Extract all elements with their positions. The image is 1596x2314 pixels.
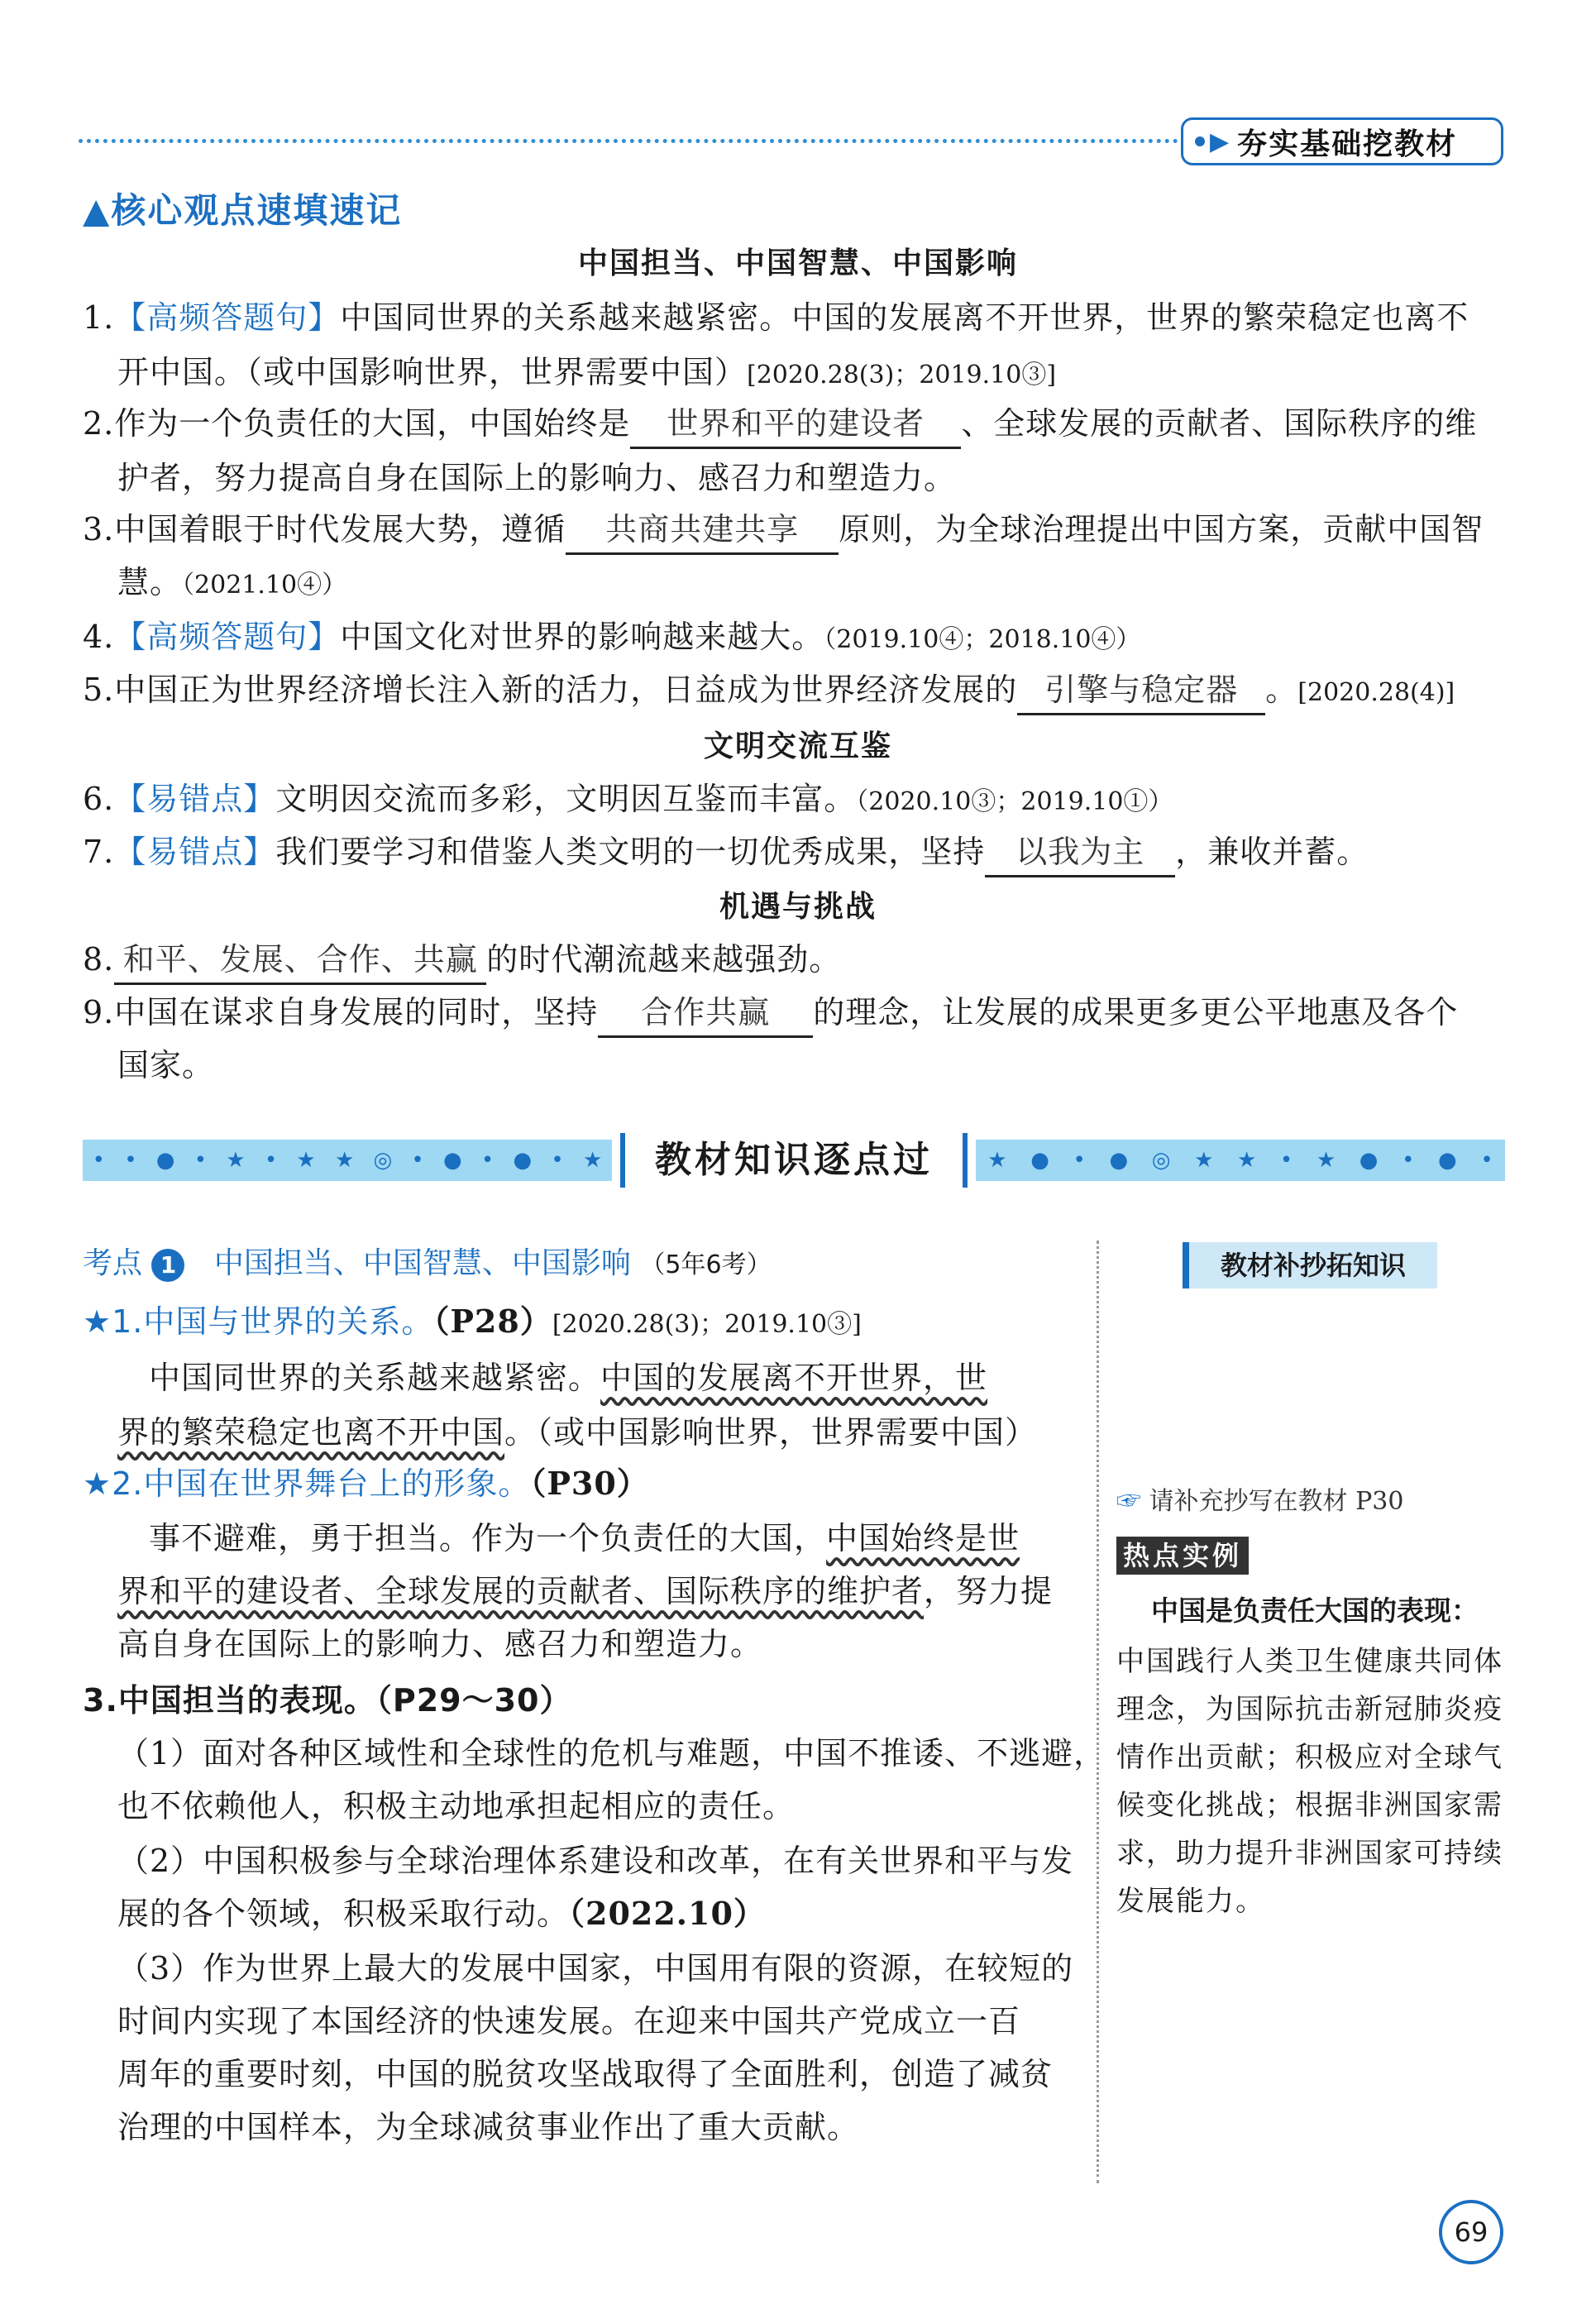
banner-title: 教材知识逐点过 xyxy=(620,1133,968,1188)
kp-point-title: ★2.中国在世界舞台上的形象。（P30） xyxy=(83,1465,649,1502)
kp-paragraph: 治理的中国样本，为全球减贫事业作出了重大贡献。 xyxy=(117,2109,860,2145)
column-divider xyxy=(1097,1241,1099,2183)
globe-icon: ◎ xyxy=(1151,1148,1171,1173)
tag-error-prone: 【易错点】 xyxy=(114,781,276,817)
list-item: 2.作为一个负责任的大国，中国始终是 世界和平的建设者 、全球发展的贡献者、国际秩序的维 xyxy=(83,397,1522,450)
globe-icon: ◎ xyxy=(373,1148,393,1173)
kp-paragraph: 高自身在国际上的影响力、感召力和塑造力。 xyxy=(117,1626,763,1662)
subheading: 机遇与挑战 xyxy=(719,890,877,924)
answer-blank: 引擎与稳定器 xyxy=(1017,667,1265,715)
kp-paragraph: 展的各个领域，积极采取行动。（2022.10） xyxy=(117,1895,766,1932)
hot-example-label: 热点实例 xyxy=(1116,1537,1249,1575)
list-item: 6.【易错点】文明因交流而多彩，文明因互鉴而丰富。（2020.10③；2019.10①） xyxy=(83,781,1173,817)
section-banner xyxy=(83,1133,1505,1188)
list-item-cont: 开中国。（或中国影响世界，世界需要中国）[2020.28(3)；2019.10③] xyxy=(117,354,1057,390)
tag-high-frequency: 【高频答题句】 xyxy=(114,299,341,336)
kp-point-title: ★1.中国与世界的关系。（P28）[2020.28(3)；2019.10③] xyxy=(83,1303,862,1340)
banner-band-left xyxy=(83,1140,612,1181)
kp-paragraph: 周年的重要时刻，中国的脱贫攻坚战取得了全面胜利，创造了减贫 xyxy=(117,2056,1054,2092)
header-tag xyxy=(1181,117,1503,165)
header-dotted-line xyxy=(79,139,1178,143)
page-number: 69 xyxy=(1439,2200,1503,2264)
list-item: 4.【高频答题句】中国文化对世界的影响越来越大。（2019.10④；2018.10④） xyxy=(83,619,1141,655)
list-item: 9.中国在谋求自身发展的同时，坚持 合作共赢 的理念，让发展的成果更多更公平地惠及各个 xyxy=(83,986,1522,1039)
kp-number-badge: 1 xyxy=(151,1249,184,1282)
subheading: 中国担当、中国智慧、中国影响 xyxy=(577,246,1018,280)
list-item-cont: 慧。（2021.10④） xyxy=(117,564,347,600)
header-tag-label: 夯实基础挖教材 xyxy=(1237,127,1458,161)
kp-paragraph: （3）作为世界上最大的发展中国家，中国用有限的资源，在较短的 xyxy=(117,1950,1074,1987)
arrow-right-icon: ▶ xyxy=(1210,127,1230,156)
section-heading: ▲核心观点速填速记 xyxy=(83,190,403,231)
hot-example-body: 中国践行人类卫生健康共同体理念，为国际抗击新冠肺炎疫情作出贡献；积极应对全球气候变化挑战；根据非洲国家需求，助力提升非洲国家可持续发展能力。 xyxy=(1116,1645,1503,1918)
kp-paragraph: （1）面对各种区域性和全球性的危机与难题，中国不推诿、不逃避， xyxy=(117,1735,1106,1771)
answer-blank: 共商共建共享 xyxy=(566,506,839,555)
kp-paragraph: （2）中国积极参与全球治理体系建设和改革，在有关世界和平与发 xyxy=(117,1843,1074,1879)
pointing-hand-icon: ☞ xyxy=(1116,1487,1141,1516)
tag-error-prone: 【易错点】 xyxy=(114,834,276,870)
kp-paragraph: 界的繁荣稳定也离不开中国。（或中国影响世界，世界需要中国） xyxy=(117,1414,1038,1451)
kp-paragraph: 中国同世界的关系越来越紧密。中国的发展离不开世界，世 xyxy=(149,1360,988,1396)
triangle-icon: ▲ xyxy=(83,190,112,231)
banner-band-right xyxy=(976,1140,1505,1181)
list-item-cont: 国家。 xyxy=(117,1047,215,1083)
tag-high-frequency: 【高频答题句】 xyxy=(114,619,341,655)
kp-paragraph: 界和平的建设者、全球发展的贡献者、国际秩序的维护者，努力提 xyxy=(117,1573,1054,1609)
kp-point-title: 3.中国担当的表现。（P29～30） xyxy=(83,1682,572,1719)
kp-paragraph: 事不避难，勇于担当。作为一个负责任的大国，中国始终是世 xyxy=(149,1520,1020,1556)
list-item: 5.中国正为世界经济增长注入新的活力，日益成为世界经济发展的 引擎与稳定器 。[2020.28(4)] xyxy=(83,663,1538,720)
kp-header: 考点 1 中国担当、中国智慧、中国影响 （5年6考） xyxy=(83,1246,772,1280)
list-item: 7.【易错点】我们要学习和借鉴人类文明的一切优秀成果，坚持 以我为主 ，兼收并蓄。 xyxy=(83,825,1522,878)
answer-blank: 以我为主 xyxy=(985,829,1175,877)
list-item: 8. 和平、发展、合作、共赢 的时代潮流越来越强劲。 xyxy=(83,933,1522,986)
hot-example-heading: 中国是负责任大国的表现： xyxy=(1151,1594,1479,1627)
dot-icon xyxy=(1195,136,1205,146)
kp-paragraph: 也不依赖他人，积极主动地承担起相应的责任。 xyxy=(117,1788,796,1824)
answer-blank: 世界和平的建设者 xyxy=(630,400,961,449)
subheading: 文明交流互鉴 xyxy=(703,729,892,763)
star-icon: ★ xyxy=(83,1465,112,1502)
banner-decor: • • ● • ★ • ★ ★ ◎ • ● • ● • ★ xyxy=(92,1148,603,1173)
list-item: 1.【高频答题句】中国同世界的关系越来越紧密。中国的发展离不开世界，世界的繁荣稳定也离不 xyxy=(83,299,1469,336)
banner-decor: ★ ● • ● ◎ ★ ★ • ★ ● • ● • xyxy=(987,1148,1493,1173)
star-icon: ★ xyxy=(83,1303,112,1340)
answer-blank: 合作共赢 xyxy=(598,989,813,1038)
list-item-cont: 护者，努力提高自身在国际上的影响力、感召力和塑造力。 xyxy=(117,460,957,496)
kp-paragraph: 时间内实现了本国经济的快速发展。在迎来中国共产党成立一百 xyxy=(117,2003,1021,2039)
sidebar-title: 教材补抄拓知识 xyxy=(1183,1242,1437,1288)
sidebar-note: ☞ 请补充抄写在教材 P30 xyxy=(1116,1487,1404,1516)
list-item: 3.中国着眼于时代发展大势，遵循 共商共建共享 原则，为全球治理提出中国方案，贡献中国智 xyxy=(83,503,1522,556)
answer-blank: 和平、发展、合作、共赢 xyxy=(114,936,486,985)
